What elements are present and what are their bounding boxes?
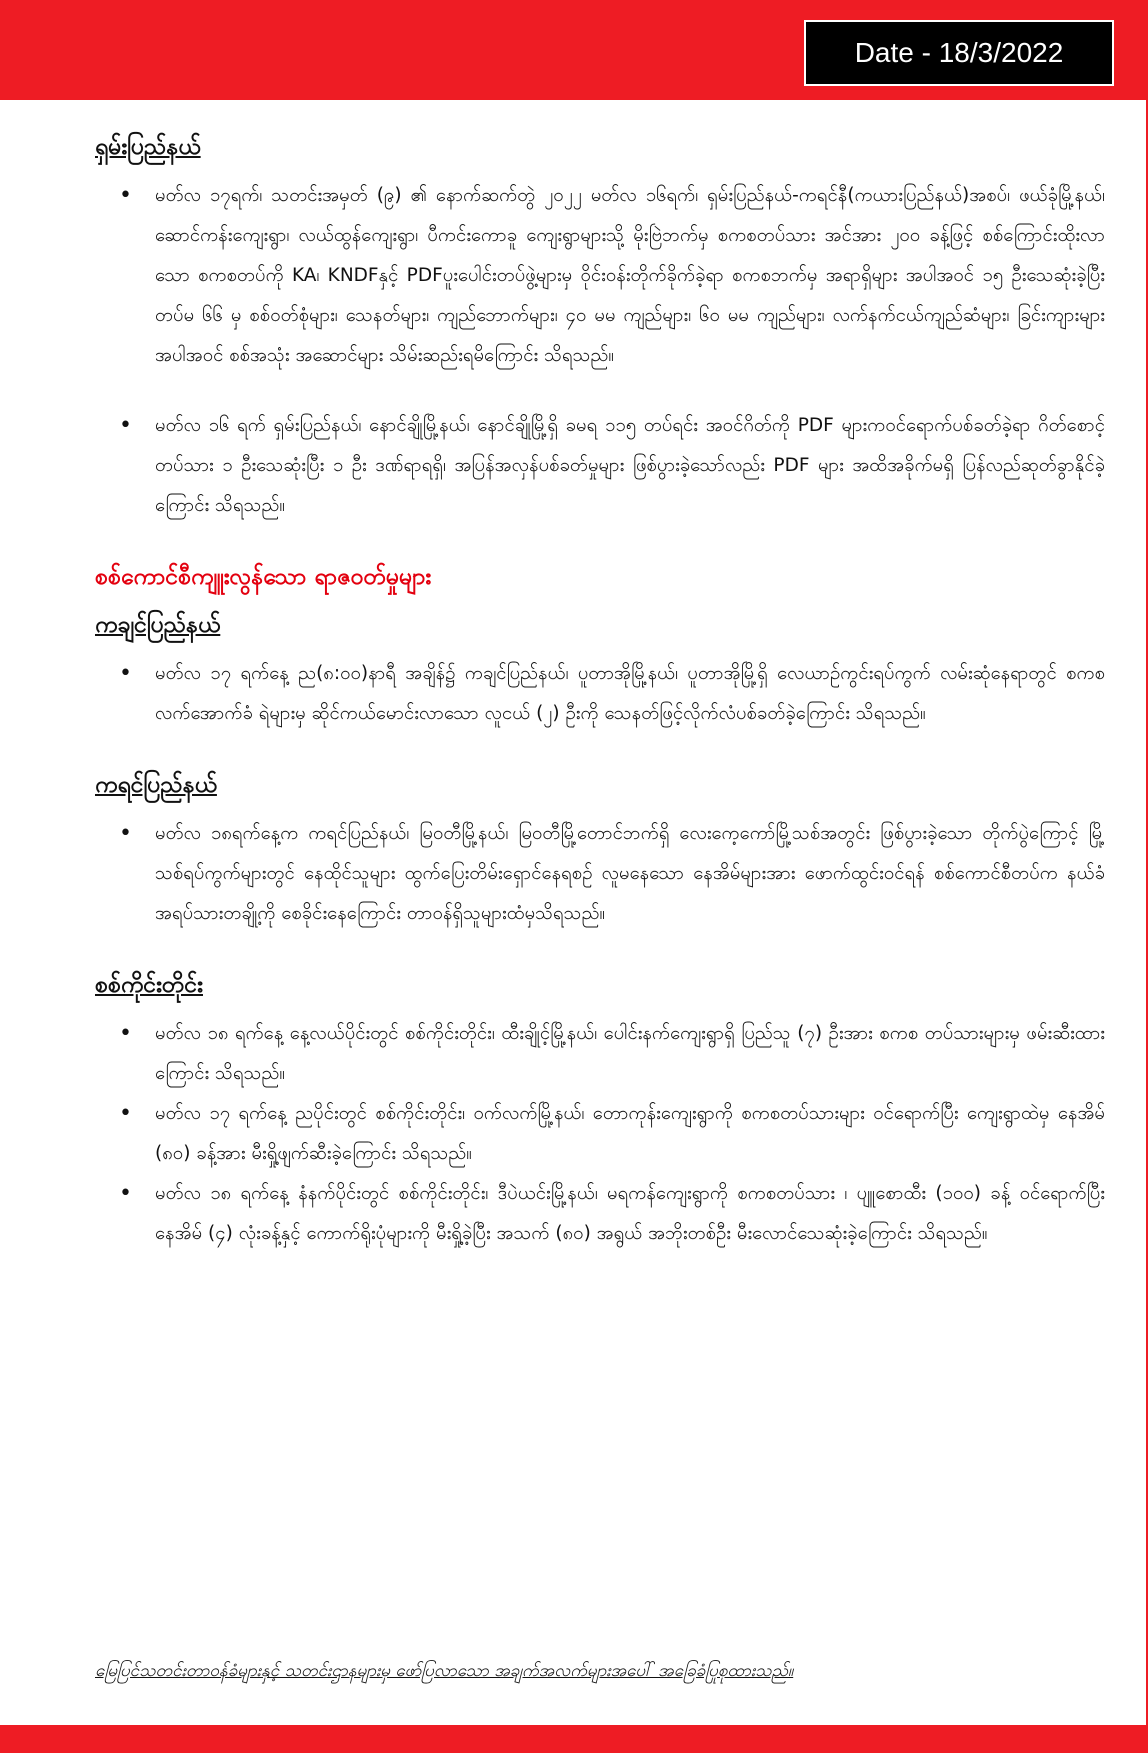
crimes-title: စစ်ကောင်စီကျူးလွန်သော ရာဇဝတ်မှုများ [95,564,432,590]
section-heading-shan: ရှမ်းပြည်နယ် [95,134,201,160]
section-heading-kachin: ကချင်ပြည်နယ် [95,612,221,638]
list-item: • မတ်လ ၁၆ ရက် ရှမ်းပြည်နယ်၊ နောင်ချိုမြို့နယ်၊ နောင်ချိုမြို့ရှိ ခမရ ၁၁၅ တပ်ရင်း အဝင်ဂိတ်ကို PDF များကဝင်ရောက်ပစ်ခတ်ခဲ့ရာ ဂိတ်စောင့် တပ်သား ၁ ဦးသေဆုံးပြီး ၁ ဦး ဒဏ်ရာရရှိ၊ အပြန်အလှန်ပစ်ခတ်မှုများ ဖြစ်ပွားခဲ့သော်လည်း PDF များ အထိအခိုက်မရှိ ပြန်လည်ဆုတ်ခွာနိုင်ခဲ့ကြောင်း သိရသည်။ [155,406,1105,526]
list-item: • မတ်လ ၁၇ ရက်နေ့ ည(၈:၀၀)နာရီ အချိန်၌ ကချင်ပြည်နယ်၊ ပူတာအိုမြို့နယ်၊ ပူတာအိုမြို့ရှိ လေယာဉ်ကွင်းရပ်ကွက် လမ်းဆုံနေရာတွင် စကစလက်အောက်ခံ ရဲများမှ ဆိုင်ကယ်မောင်းလာသော လူငယ် (၂) ဦးကို သေနတ်ဖြင့်လိုက်လံပစ်ခတ်ခဲ့ကြောင်း သိရသည်။ [155,654,1105,734]
source-note: မြေပြင်သတင်းတာဝန်ခံများနှင့် သတင်းဌာနများမှ ဖော်ပြလာသော အချက်အလက်များအပေါ် အခြေခံပြုစုထားသည်။ [95,1661,794,1681]
kachin-list [95,654,1105,734]
list-item: • မတ်လ ၁၈ ရက်နေ့ နံနက်ပိုင်းတွင် စစ်ကိုင်းတိုင်း၊ ဒီပဲယင်းမြို့နယ်၊ မရကန်ကျေးရွာကို စကစတပ်သား ၊ ပျူစောထီး (၁၀၀) ခန့် ဝင်ရောက်ပြီး နေအိမ် (၄) လုံးခန့်နှင့် ကောက်ရိုးပုံများကို မီးရှို့ခဲ့ပြီး အသက် (၈၀) အရွယ် အဘိုးတစ်ဦး မီးလောင်သေဆုံးခဲ့ကြောင်း သိရသည်။ [155,1174,1105,1254]
footer-bar [0,1725,1148,1753]
list-item: • မတ်လ ၁၈ရက်နေ့က ကရင်ပြည်နယ်၊ မြဝတီမြို့နယ်၊ မြဝတီမြို့တောင်ဘက်ရှိ လေးကေ့ကော်မြို့သစ်အတွင်း ဖြစ်ပွားခဲ့သော တိုက်ပွဲကြောင့် မြို့သစ်ရပ်ကွက်များတွင် နေထိုင်သူများ ထွက်ပြေးတိမ်းရှောင်နေရစဉ် လူမနေသော နေအိမ်များအား ဖောက်ထွင်းဝင်ရန် စစ်ကောင်စီတပ်က နယ်ခံအရပ်သားတချို့ကို စေခိုင်းနေကြောင်း တာဝန်ရှိသူများထံမှသိရသည်။ [155,814,1105,934]
date-label: Date - 18/3/2022 [804,20,1114,86]
header-bar [0,0,1148,100]
sagaing-list [95,1014,1105,1254]
shan-list [95,176,1105,526]
section-heading-sagaing: စစ်ကိုင်းတိုင်း [95,972,203,998]
section-heading-kayin: ကရင်ပြည်နယ် [95,772,217,798]
list-item: • မတ်လ ၁၇ ရက်နေ့ ညပိုင်းတွင် စစ်ကိုင်းတိုင်း၊ ဝက်လက်မြို့နယ်၊ တောကုန်းကျေးရွာကို စကစတပ်သားများ ဝင်ရောက်ပြီး ကျေးရွာထဲမှ နေအိမ် (၈၀) ခန့်အား မီးရှို့ဖျက်ဆီးခဲ့ကြောင်း သိရသည်။ [155,1094,1105,1174]
list-item: • မတ်လ ၁၈ ရက်နေ့ နေ့လယ်ပိုင်းတွင် စစ်ကိုင်းတိုင်း၊ ထီးချိုင့်မြို့နယ်၊ ပေါင်းနက်ကျေးရွာရှိ ပြည်သူ (၇) ဦးအား စကစ တပ်သားများမှ ဖမ်းဆီးထားကြောင်း သိရသည်။ [155,1014,1105,1094]
kayin-list [95,814,1105,934]
report-body [95,118,1105,1254]
list-item: • မတ်လ ၁၇ရက်၊ သတင်းအမှတ် (၉) ၏ နောက်ဆက်တွဲ ၂၀၂၂ မတ်လ ၁၆ရက်၊ ရှမ်းပြည်နယ်-ကရင်နီ(ကယားပြည်နယ်)အစပ်၊ ဖယ်ခုံမြို့နယ်၊ ဆောင်ကန်းကျေးရွာ၊ လယ်ထွန်ကျေးရွာ၊ ပီကင်းကောခူ ကျေးရွာများသို့ မိုးဗြဲဘက်မှ စကစတပ်သား အင်အား ၂၀၀ ခန့်ဖြင့် စစ်ကြောင်းထိုးလာသော စကစတပ်ကို KA၊ KNDFနှင့် PDFပူးပေါင်းတပ်ဖွဲ့များမှ ဝိုင်းဝန်းတိုက်ခိုက်ခဲ့ရာ စကစဘက်မှ အရာရှိများ အပါအဝင် ၁၅ ဦးသေဆုံးခဲ့ပြီး တပ်မ ၆၆ မှ စစ်ဝတ်စုံများ၊ သေနတ်များ၊ ကျည်ဘောက်များ၊ ၄၀ မမ ကျည်များ၊ ၆၀ မမ ကျည်များ၊ လက်နက်ငယ်ကျည်ဆံများ၊ ခြင်းကျားများ အပါအဝင် စစ်အသုံး အဆောင်များ သိမ်းဆည်းရမိကြောင်း သိရသည်။ [155,176,1105,376]
